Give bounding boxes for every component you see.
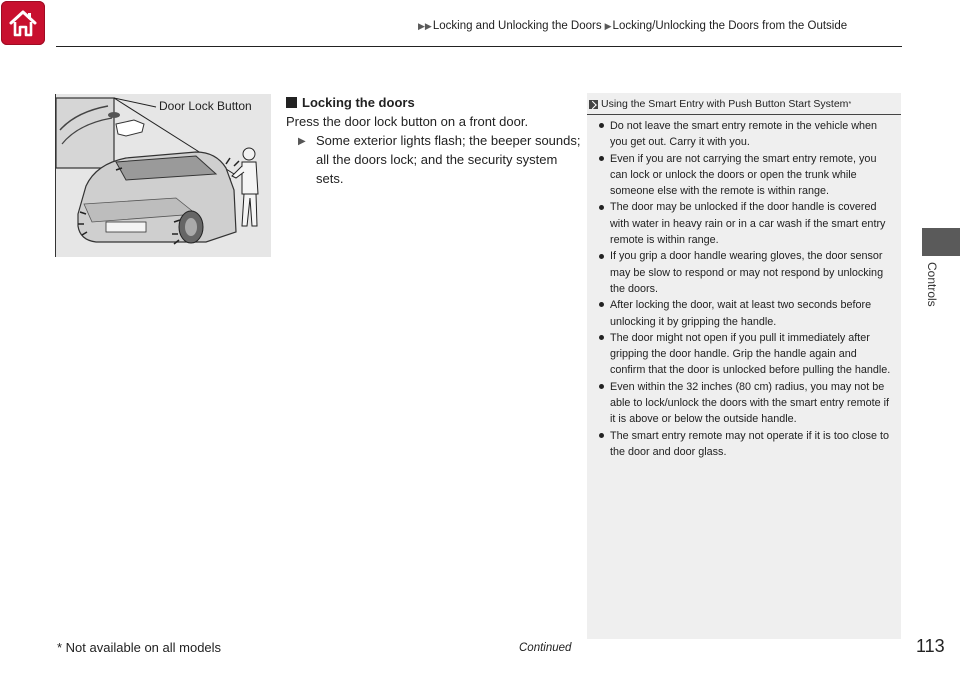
breadcrumb-item[interactable]: Locking and Unlocking the Doors — [432, 20, 602, 32]
list-item — [598, 379, 892, 428]
page-number: 113 — [916, 636, 945, 656]
reference-icon — [589, 100, 598, 109]
breadcrumb-arrow-icon: ▶▶ — [418, 20, 432, 31]
bullet-icon — [598, 199, 610, 248]
list-item-text: If you grip a door handle wearing gloves, the door sensor may be slow to respond or may not respond by unlocking the doors. — [610, 250, 884, 295]
section-tab[interactable] — [922, 228, 960, 256]
notes-title-text[interactable]: Using the Smart Entry with Push Button Start System — [601, 98, 849, 110]
list-item-text: The smart entry remote may not operate if it is too close to the door and door glass. — [610, 429, 890, 458]
car-illustration — [56, 94, 271, 257]
list-item-text: Even within the 32 inches (80 cm) radius, you may not be able to lock/unlock the doors with the smart entry remote if it is above or below the outside handle. — [610, 380, 890, 426]
door-lock-button-callout: Door Lock Button — [159, 99, 252, 113]
bullet-icon — [598, 379, 610, 428]
bullet-icon — [598, 428, 610, 461]
bullet-icon — [598, 118, 610, 151]
notes-list — [598, 118, 892, 460]
result-arrow-icon: ▶ — [298, 136, 306, 147]
list-item-text: The door might not open if you pull it immediately after gripping the door handle. Grip the handle again and confirm that the door is unlocked before pulling the handle. — [610, 331, 891, 377]
footnote: * Not available on all models — [57, 640, 222, 655]
home-button[interactable] — [1, 1, 45, 45]
bullet-icon — [598, 248, 610, 297]
list-item — [598, 199, 892, 248]
continued-label: Continued — [519, 642, 572, 654]
breadcrumb-arrow-icon: ▶ — [604, 20, 612, 31]
bullet-icon — [598, 297, 610, 330]
breadcrumb — [418, 20, 850, 32]
result-line — [286, 131, 586, 188]
list-item-text: After locking the door, wait at least two seconds before unlocking it by gripping the handle. — [610, 299, 872, 328]
home-icon — [7, 8, 39, 38]
instruction-text: Press the door lock button on a front door. — [286, 114, 529, 129]
header-divider — [56, 46, 902, 47]
list-item — [598, 330, 892, 379]
list-item — [598, 151, 892, 200]
heading-square-icon — [286, 97, 297, 108]
section-tab-label: Controls — [925, 262, 939, 307]
list-item — [598, 118, 892, 151]
bullet-icon — [598, 330, 610, 379]
bullet-icon — [598, 151, 610, 200]
list-item-text: Even if you are not carrying the smart entry remote, you can lock or unlock the doors or open the trunk while someone else with the remote is within range. — [610, 152, 877, 198]
notes-title — [587, 94, 901, 115]
main-content — [286, 93, 586, 188]
section-heading — [286, 93, 586, 112]
door-lock-illustration — [55, 94, 271, 257]
section-heading-text: Locking the doors — [302, 95, 415, 110]
result-text: Some exterior lights flash; the beeper sounds; all the doors lock; and the security system sets. — [316, 133, 581, 186]
list-item — [598, 428, 892, 461]
list-item — [598, 297, 892, 330]
list-item — [598, 248, 892, 297]
list-item-text: Do not leave the smart entry remote in the vehicle when you get out. Carry it with you. — [610, 120, 878, 149]
footnote-mark: * — [848, 100, 852, 108]
list-item-text: The door may be unlocked if the door handle is covered with water in heavy rain or in a car wash if the smart entry remote is within range. — [610, 201, 886, 247]
breadcrumb-item[interactable]: Locking/Unlocking the Doors from the Outside — [612, 20, 848, 32]
